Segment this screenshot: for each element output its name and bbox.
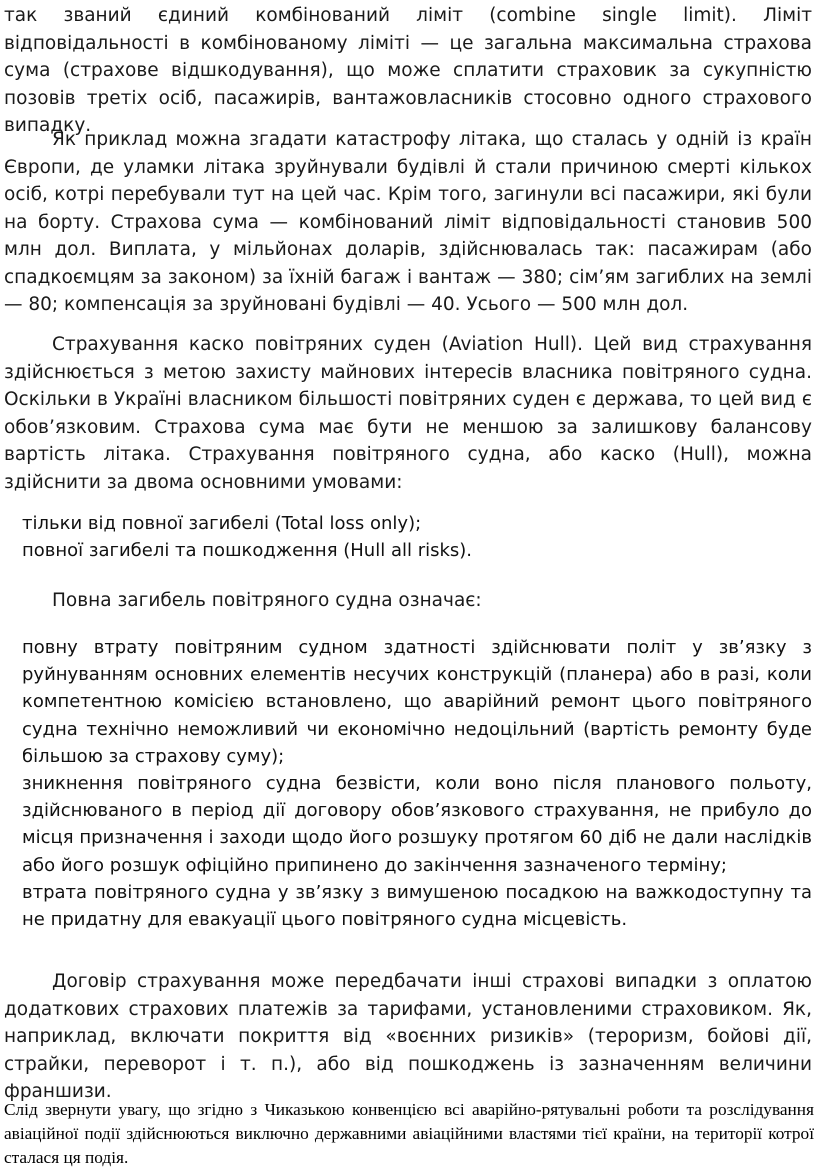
paragraph-aviation-hull: Страхування каско повітряних суден (Aviation Hull). Цей вид страхування здійснюється з метою захисту майнових інтересів власника повітряного судна. Оскільки в Україні власником більшості повітряних суден є держава, то цей вид є обов’язковим. Страхова сума має бути не меншою за залишкову балансову вартість літака. Страхування повітряного судна, або каско (Hull), можна здійснити за двома основними умовами: [4,334,812,493]
paragraph-crash-example: Як приклад можна згадати катастрофу літака, що сталась у одній із країн Європи, де уламки літака зруйнували будівлі й стали причиною смерті кількох осіб, котрі перебували тут на цей час. Крім того, загинули всі пасажири, які були на борту. Страхова сума — комбінований ліміт відповідальності становив 500 млн дол. Виплата, у мільйонах доларів, здійснювалась так: пасажирам (або спадкоємцям за законом) за їхній багаж і вантаж — 380; сім’ям загиблих на землі — 80; компенсація за зруйновані будівлі — 40. Усього — 500 млн дол. [4,129,812,315]
paragraph-combined-limit: так званий єдиний комбінований ліміт (combine single limit). Ліміт відповідальності в комбінованому ліміті — це загальна максимальна страхова сума (страхове відшкодування), що може сплатити страховик за сукупністю позовів третіх осіб, пасажирів, вантажовласників стосовно одного страхового випадку. [4,5,812,136]
hull-conditions-list [22,510,812,565]
paragraph-additional-risks: Договір страхування може передбачати інші страхові випадки з оплатою додаткових страхових платежів за тарифами, установленими страховиком. Як, наприклад, включати покриття від «воєнних ризиків» (тероризм, бойові дії, страйки, переворот і т. п.), або від пошкоджень із зазначенням величини франшизи. [4,971,812,1102]
list-item: повну втрату повітряним судном здатності здійснювати політ у зв’язку з руйнуванням основних елементів несучих конструкцій (планера) або в разі, коли компетентною комісією встановлено, що аварійний ремонт цього повітряного судна технічно неможливий чи економічно недоцільний (вартість ремонту буде більшою за страхову суму); [22,637,812,767]
list-item: тільки від повної загибелі (Total loss only); [22,513,422,534]
total-loss-list [22,634,812,933]
list-item: зникнення повітряного судна безвісти, коли воно після планового польоту, здійснюваного в період дії договору обов’язкового страхування, не прибуло до місця призначення і заходи щодо його розшуку протягом 60 діб не дали наслідків або його розшук офіційно припинено до закінчення зазначеного терміну; [22,773,812,876]
list-item: повної загибелі та пошкодження (Hull all risks). [22,540,473,562]
list-item: втрата повітряного судна у зв’язку з вимушеною посадкою на важкодоступну та не придатну для евакуації цього повітряного судна місцевість. [22,881,812,931]
footnote-chicago-convention: Слід звернути увагу, що згідно з Чиказькою конвенцією всі аварійно-рятувальні роботи та розслідування авіаційної події здійснюються виключно державними авіаційними властями тієї країни, на території котрої сталася ця подія. [4,1100,814,1167]
total-loss-intro: Повна загибель повітряного судна означає: [52,590,482,611]
